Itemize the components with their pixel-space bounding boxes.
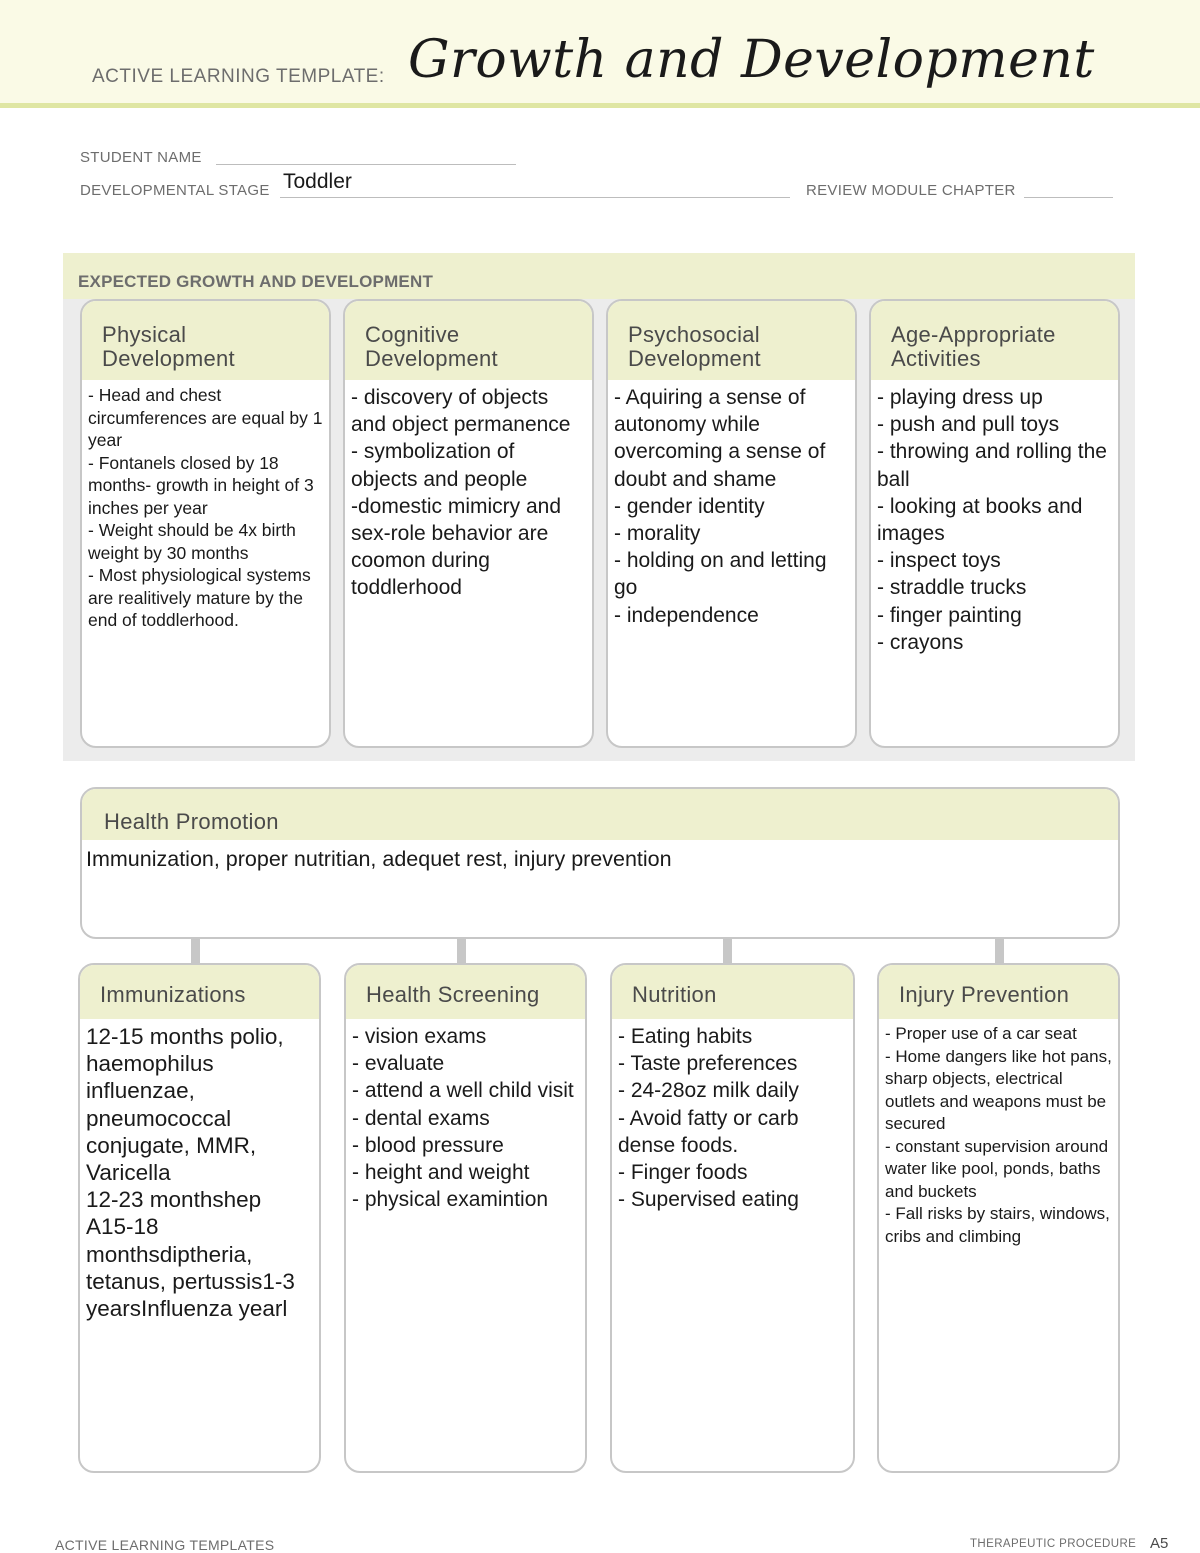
injury-prevention-title: Injury Prevention [899, 982, 1070, 1007]
expected-growth-section [63, 253, 1135, 761]
health-screening-header [346, 965, 585, 1019]
health-promotion-content[interactable]: Immunization, proper nutritian, adequet rest, injury prevention [86, 847, 672, 871]
connector-immunizations [191, 938, 200, 964]
health-screening-title: Health Screening [366, 982, 540, 1007]
cognitive-development-title: Cognitive Development [365, 322, 498, 371]
cognitive-development-content[interactable]: - discovery of objects and object permanence - symbolization of objects and people -domestic mimicry and sex-role behavior are coomon during toddlerhood [351, 386, 571, 600]
connector-nutrition [723, 938, 732, 964]
age-appropriate-activities-card [869, 299, 1120, 748]
developmental-stage-field[interactable] [280, 170, 790, 198]
footer-section-name: THERAPEUTIC PROCEDURE [970, 1538, 1137, 1550]
health-promotion-header [82, 789, 1118, 840]
psychosocial-development-header [608, 301, 855, 380]
nutrition-title: Nutrition [632, 982, 717, 1007]
health-screening-content[interactable]: - vision exams - evaluate - attend a well child visit - dental exams - blood pressure - height and weight - physical examintion [352, 1025, 574, 1212]
injury-prevention-header [879, 965, 1118, 1019]
review-module-label: REVIEW MODULE CHAPTER [806, 182, 1016, 199]
age-appropriate-activities-header [871, 301, 1118, 380]
developmental-stage-label: DEVELOPMENTAL STAGE [80, 182, 270, 199]
immunizations-content[interactable]: 12-15 months polio, haemophilus influenzae, pneumococcal conjugate, MMR, Varicella 12-23 monthshep A15-18 monthsdiptheria, tetanus, pertussis1-3 yearsInfluenza yearl [86, 1024, 295, 1322]
immunizations-card [78, 963, 321, 1473]
student-name-label: STUDENT NAME [80, 149, 202, 166]
age-appropriate-activities-title: Age-Appropriate Activities [891, 322, 1056, 371]
injury-prevention-card [877, 963, 1120, 1473]
footer-page-number: A5 [1150, 1535, 1169, 1552]
connector-health-screening [457, 938, 466, 964]
immunizations-header [80, 965, 319, 1019]
injury-prevention-content[interactable]: - Proper use of a car seat - Home dangers like hot pans, sharp objects, electrical outlets and weapons must be secured - constant supervision around water like pool, ponds, baths and buckets - Fall risks by stairs, windows, cribs and climbing [885, 1024, 1112, 1246]
psychosocial-development-title: Psychosocial Development [628, 322, 761, 371]
psychosocial-development-content[interactable]: - Aquiring a sense of autonomy while overcoming a sense of doubt and shame - gender identity - morality - holding on and letting go - independence [614, 386, 827, 627]
physical-development-title: Physical Development [102, 322, 235, 371]
page-title: Growth and Development [408, 30, 1095, 90]
connector-injury-prevention [995, 938, 1004, 964]
template-header [0, 0, 1200, 108]
psychosocial-development-card [606, 299, 857, 748]
developmental-stage-value: Toddler [283, 170, 352, 193]
review-module-field[interactable] [1024, 178, 1113, 198]
footer-template-name: ACTIVE LEARNING TEMPLATES [55, 1537, 275, 1553]
health-promotion-title: Health Promotion [104, 809, 279, 834]
nutrition-header [612, 965, 853, 1019]
immunizations-title: Immunizations [100, 982, 246, 1007]
nutrition-content[interactable]: - Eating habits - Taste preferences - 24-28oz milk daily - Avoid fatty or carb dense foods. - Finger foods - Supervised eating [618, 1025, 799, 1212]
expected-growth-band [63, 253, 1135, 299]
physical-development-card [80, 299, 331, 748]
student-name-field[interactable] [216, 145, 516, 165]
physical-development-header [82, 301, 329, 380]
template-prefix: ACTIVE LEARNING TEMPLATE: [92, 66, 385, 87]
cognitive-development-card [343, 299, 594, 748]
physical-development-content[interactable]: - Head and chest circumferences are equal by 1 year - Fontanels closed by 18 months- growth in height of 3 inches per year - Weight should be 4x birth weight by 30 months - Most physiological systems are realitively mature by the end of toddlerhood. [88, 385, 323, 630]
cognitive-development-header [345, 301, 592, 380]
health-promotion-card [80, 787, 1120, 939]
nutrition-card [610, 963, 855, 1473]
age-appropriate-activities-content[interactable]: - playing dress up - push and pull toys - throwing and rolling the ball - looking at books and images - inspect toys - straddle trucks - finger painting - crayons [877, 386, 1107, 654]
expected-growth-title: EXPECTED GROWTH AND DEVELOPMENT [78, 272, 434, 291]
health-screening-card [344, 963, 587, 1473]
